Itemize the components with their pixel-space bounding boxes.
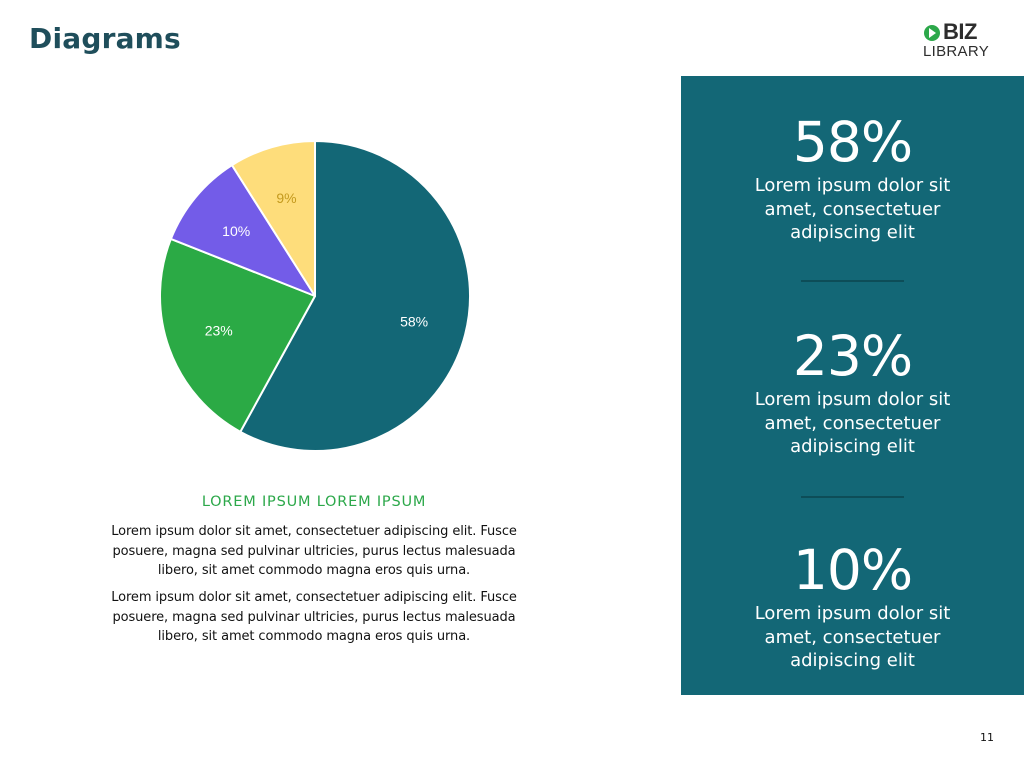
stat-block-2: [681, 324, 1024, 459]
pie-data-label-4: 9%: [276, 189, 297, 206]
pie-chart: [150, 131, 480, 461]
page-number: 11: [980, 731, 994, 744]
stat-block-3: [681, 538, 1024, 673]
stat-value-3: 10%: [792, 538, 913, 602]
chart-caption-heading: LOREM IPSUM LOREM IPSUM: [201, 494, 427, 510]
stat-text-3: Lorem ipsum dolor sit amet, consectetuer adipiscing elit: [754, 603, 951, 671]
stat-block-1: [681, 110, 1024, 245]
logo-text-library: LIBRARY: [923, 43, 990, 60]
biz-library-logo: [922, 19, 998, 62]
stat-divider-2: [801, 496, 904, 498]
pie-data-label-3: 10%: [222, 222, 251, 239]
pie-data-label-2: 23%: [204, 322, 233, 339]
chart-caption-paragraph-1: Lorem ipsum dolor sit amet, consectetuer adipiscing elit. Fusce posuere, magna sed pulvinar ultricies, purus lectus malesuada libero, sit amet commodo magna eros quis urna.: [111, 524, 517, 578]
chart-caption-paragraph-2: Lorem ipsum dolor sit amet, consectetuer adipiscing elit. Fusce posuere, magna sed pulvinar ultricies, purus lectus malesuada libero, sit amet commodo magna eros quis urna.: [111, 590, 517, 644]
pie-data-label-1: 58%: [400, 313, 429, 330]
stat-divider-1: [801, 280, 904, 282]
stat-text-1: Lorem ipsum dolor sit amet, consectetuer adipiscing elit: [754, 175, 951, 243]
pie-chart-svg: [150, 131, 480, 461]
stat-value-2: 23%: [792, 324, 913, 388]
play-circle-icon: [924, 25, 940, 41]
page-title: Diagrams: [29, 22, 181, 55]
stat-text-2: Lorem ipsum dolor sit amet, consectetuer adipiscing elit: [754, 389, 951, 457]
logo-text-biz: BIZ: [943, 19, 977, 44]
stat-value-1: 58%: [792, 110, 913, 174]
stats-panel: [681, 76, 1024, 695]
